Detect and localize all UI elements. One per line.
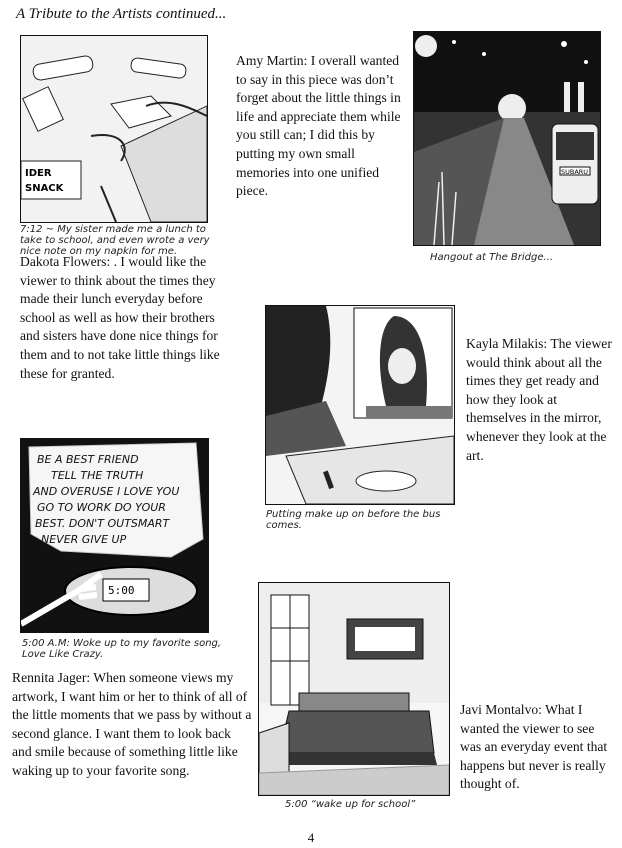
svg-text:GO TO WORK DO YOUR: GO TO WORK DO YOUR [37, 501, 166, 514]
svg-text:BEST. DON'T OUTSMART: BEST. DON'T OUTSMART [35, 517, 170, 530]
car-badge: SUBARU [561, 168, 589, 176]
svg-text:TELL THE TRUTH: TELL THE TRUTH [51, 469, 144, 482]
lunch-caption: 7:12 ~ My sister made me a lunch to take to school, and even wrote a very nice note on my napkin for me. [20, 224, 210, 257]
amy-statement: Amy Martin: I overall wanted to say in this piece was don’t forget about the little things in life and appreciate them while you still can; I did this by putting my own small memories into one unified piece. [236, 53, 401, 199]
makeup-caption: Putting make up on before the bus comes. [266, 509, 441, 531]
svg-text:AND OVERUSE I LOVE YOU: AND OVERUSE I LOVE YOU [33, 485, 180, 498]
alarm-caption: 5:00 A.M: Woke up to my favorite song, Love Like Crazy. [22, 638, 222, 660]
bridge-drawing [413, 31, 601, 246]
kayla-statement: Kayla Milakis: The viewer would think about all the times they get ready and how they look at themselves in the mirror, whenever they look at the art. [466, 336, 612, 463]
bedroom-drawing [258, 582, 450, 796]
page-number: 4 [307, 830, 315, 845]
svg-text:SNACK: SNACK [25, 183, 64, 194]
bridge-caption: Hangout at The Bridge... [430, 252, 554, 263]
lunch-drawing [20, 35, 208, 223]
bedroom-caption: 5:00 “wake up for school” [285, 799, 416, 810]
dakota-statement: Dakota Flowers: . I would like the viewer to think about the times they made their lunch everyday before school as well as how their brothers and sisters have done nice things for them and to not take little things like these for granted. [20, 254, 220, 381]
javi-statement: Javi Montalvo: What I wanted the viewer to see was an everyday event that happens but never is really thought of. [460, 702, 608, 792]
svg-text:IDER: IDER [25, 168, 52, 179]
page-header: A Tribute to the Artists continued... [16, 6, 227, 22]
svg-text:NEVER GIVE UP: NEVER GIVE UP [41, 533, 127, 546]
alarm-drawing [20, 438, 209, 633]
svg-text:BE A BEST FRIEND: BE A BEST FRIEND [37, 453, 139, 466]
makeup-drawing [265, 305, 455, 505]
alarm-clock-display: 5:00 [108, 584, 135, 597]
rennita-statement: Rennita Jager: When someone views my artwork, I want him or her to think of all of the little moments that we pass by without a second glance. I want them to look back and smile because of something little like waking up to your favorite song. [12, 670, 252, 778]
